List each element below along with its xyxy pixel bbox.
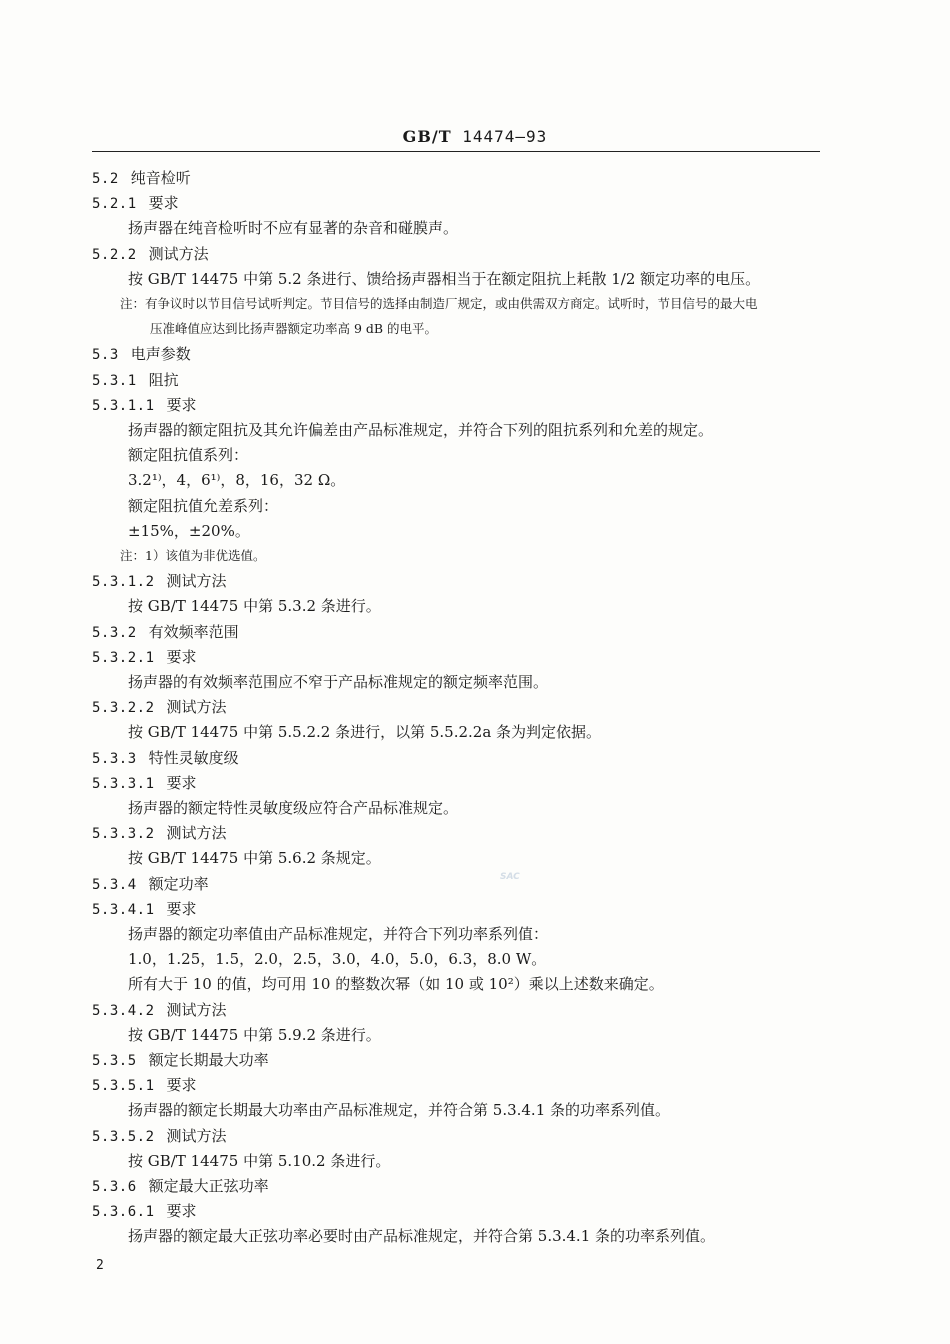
paragraph: 额定阻抗值系列： bbox=[128, 446, 249, 465]
section-number: 5.3.2.2 bbox=[92, 700, 155, 717]
section-title: 电声参数 bbox=[130, 345, 191, 364]
paragraph: 额定阻抗值允差系列： bbox=[128, 496, 279, 515]
section-heading bbox=[92, 370, 179, 391]
section-number: 5.3.2.1 bbox=[92, 649, 155, 666]
section-title: 要求 bbox=[166, 899, 197, 918]
section-number: 5.2 bbox=[92, 171, 119, 187]
paragraph: 按 GB/T 14475 中第 5.6.2 条规定。 bbox=[128, 849, 381, 868]
section-heading bbox=[92, 748, 239, 769]
paragraph: 按 GB/T 14475 中第 5.3.2 条进行。 bbox=[128, 597, 381, 616]
section-heading bbox=[92, 1201, 197, 1222]
section-title: 测试方法 bbox=[166, 698, 227, 717]
section-title: 额定功率 bbox=[148, 874, 209, 893]
section-heading bbox=[92, 697, 227, 718]
section-number: 5.3.6.1 bbox=[92, 1204, 155, 1221]
section-title: 有效频率范围 bbox=[148, 622, 239, 641]
section-title: 额定最大正弦功率 bbox=[148, 1177, 269, 1195]
paragraph: 所有大于 10 的值，均可用 10 的整数次幂（如 10 或 10²）乘以上述数来确定。 bbox=[128, 975, 664, 994]
section-title: 要求 bbox=[166, 395, 197, 414]
sac-watermark: SAC bbox=[500, 872, 520, 882]
section-title: 要求 bbox=[148, 194, 179, 213]
paragraph: 按 GB/T 14475 中第 5.5.2.2 条进行，以第 5.5.2.2a 条为判定依据。 bbox=[128, 723, 602, 742]
section-title: 阻抗 bbox=[148, 370, 179, 389]
section-title: 要求 bbox=[166, 1076, 197, 1095]
section-title: 要求 bbox=[166, 1202, 197, 1221]
paragraph: 扬声器的额定阻抗及其允许偏差由产品标准规定，并符合下列的阻抗系列和允差的规定。 bbox=[128, 421, 714, 439]
section-heading bbox=[92, 1075, 197, 1096]
section-heading bbox=[92, 395, 197, 416]
section-number: 5.3.4.1 bbox=[92, 901, 155, 918]
paragraph: 扬声器的有效频率范围应不窄于产品标准规定的额定频率范围。 bbox=[128, 673, 549, 691]
paragraph: 按 GB/T 14475 中第 5.9.2 条进行。 bbox=[128, 1025, 381, 1044]
section-heading bbox=[92, 1050, 269, 1071]
section-number: 5.3.5.2 bbox=[92, 1128, 155, 1145]
section-heading bbox=[92, 344, 191, 365]
section-number: 5.3.1.1 bbox=[92, 397, 155, 414]
section-heading bbox=[92, 193, 179, 214]
standard-prefix: GB/T bbox=[402, 127, 452, 146]
section-heading bbox=[92, 823, 227, 844]
section-title: 测试方法 bbox=[166, 1126, 227, 1145]
section-number: 5.3.1.2 bbox=[92, 574, 155, 591]
standard-number: 14474—93 bbox=[462, 127, 548, 146]
section-number: 5.3.3.2 bbox=[92, 826, 155, 843]
section-number: 5.3.6 bbox=[92, 1179, 137, 1195]
page-number: 2 bbox=[96, 1258, 104, 1273]
section-number: 5.3.3 bbox=[92, 750, 137, 767]
section-heading bbox=[92, 1126, 227, 1147]
section-number: 5.3.5.1 bbox=[92, 1078, 155, 1095]
section-number: 5.3.2 bbox=[92, 624, 137, 641]
section-heading bbox=[92, 773, 197, 794]
section-number: 5.3.1 bbox=[92, 372, 137, 389]
document-header bbox=[0, 127, 950, 146]
section-heading bbox=[92, 571, 227, 592]
section-heading bbox=[92, 874, 209, 895]
section-heading bbox=[92, 1176, 269, 1197]
section-heading bbox=[92, 647, 197, 668]
section-title: 测试方法 bbox=[166, 572, 227, 591]
section-number: 5.3.4.2 bbox=[92, 1002, 155, 1019]
section-number: 5.3.3.1 bbox=[92, 775, 155, 792]
paragraph: 按 GB/T 14475 中第 5.2 条进行、馈给扬声器相当于在额定阻抗上耗散 1/2 额定功率的电压。 bbox=[128, 269, 761, 288]
note: 注：1）该值为非优选值。 bbox=[120, 548, 266, 563]
section-heading bbox=[92, 899, 197, 920]
section-title: 额定长期最大功率 bbox=[148, 1051, 269, 1069]
section-title: 测试方法 bbox=[148, 244, 209, 263]
paragraph: 扬声器在纯音检听时不应有显著的杂音和碰膜声。 bbox=[128, 219, 459, 238]
paragraph: 扬声器的额定功率值由产品标准规定，并符合下列功率系列值： bbox=[128, 925, 549, 943]
paragraph: 扬声器的额定特性灵敏度级应符合产品标准规定。 bbox=[128, 799, 459, 817]
paragraph: 按 GB/T 14475 中第 5.10.2 条进行。 bbox=[128, 1151, 391, 1170]
note: 注：有争议时以节目信号试听判定。节目信号的选择由制造厂规定，或由供需双方商定。试听时，节目信号的最大电 bbox=[120, 296, 758, 311]
paragraph: ±15%，±20%。 bbox=[128, 521, 250, 540]
note-continuation: 压准峰值应达到比扬声器额定功率高 9 dB 的电平。 bbox=[150, 321, 438, 337]
section-number: 5.2.2 bbox=[92, 246, 137, 263]
section-heading bbox=[92, 244, 209, 265]
header-rule bbox=[92, 151, 820, 152]
section-title: 测试方法 bbox=[166, 1000, 227, 1019]
section-number: 5.3.5 bbox=[92, 1053, 137, 1069]
section-heading bbox=[92, 1000, 227, 1021]
section-heading bbox=[92, 622, 239, 643]
paragraph: 扬声器的额定最大正弦功率必要时由产品标准规定，并符合第 5.3.4.1 条的功率系列值。 bbox=[128, 1227, 716, 1246]
section-number: 5.2.1 bbox=[92, 196, 137, 213]
section-title: 特性灵敏度级 bbox=[148, 748, 239, 767]
section-title: 测试方法 bbox=[166, 824, 227, 843]
section-title: 要求 bbox=[166, 647, 197, 666]
paragraph: 扬声器的额定长期最大功率由产品标准规定，并符合第 5.3.4.1 条的功率系列值。 bbox=[128, 1101, 671, 1120]
section-title: 要求 bbox=[166, 773, 197, 792]
paragraph: 1.0，1.25，1.5，2.0，2.5，3.0，4.0，5.0，6.3，8.0 W。 bbox=[128, 950, 547, 969]
section-number: 5.3 bbox=[92, 347, 119, 364]
section-number: 5.3.4 bbox=[92, 876, 137, 893]
section-heading bbox=[92, 168, 191, 189]
paragraph: 3.2¹⁾，4，6¹⁾，8，16，32 Ω。 bbox=[128, 471, 346, 490]
section-title: 纯音检听 bbox=[130, 169, 191, 187]
